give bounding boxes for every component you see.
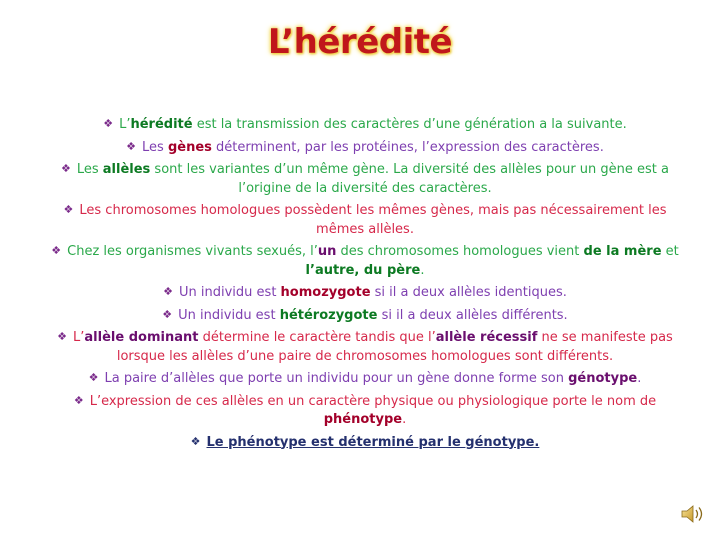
diamond-bullet-icon: ❖ (162, 307, 173, 321)
bullet-alleles: ❖ Les allèles sont les variantes d’un même gène. La diversité des allèles pour un gène est a l’origine de la diversité des caractères. (60, 162, 669, 196)
bullet-phenotype: ❖ L’expression de ces allèles en un caractère physique ou physiologique porte le nom de phénotype. (73, 393, 657, 427)
bullet-homozygote: ❖ Un individu est homozygote si il a deux allèles identiques. (163, 285, 567, 300)
diamond-bullet-icon: ❖ (51, 244, 62, 257)
diamond-bullet-icon: ❖ (190, 434, 201, 448)
diamond-bullet-icon: ❖ (126, 139, 137, 153)
bullet-heterozygote: ❖ Un individu est hétérozygote si il a deux allèles différents. (162, 307, 568, 323)
speaker-icon[interactable] (680, 502, 706, 526)
diamond-bullet-icon: ❖ (73, 393, 84, 407)
diamond-bullet-icon: ❖ (57, 330, 68, 343)
bullet-genotype: ❖ La paire d’allèles que porte un individu pour un gène donne forme son génotype. (88, 371, 642, 386)
diamond-bullet-icon: ❖ (88, 371, 99, 384)
diamond-bullet-icon: ❖ (103, 117, 114, 130)
bullet-genes: ❖ Les gènes déterminent, par les protéines, l’expression des caractères. (126, 139, 604, 155)
diamond-bullet-icon: ❖ (163, 285, 174, 298)
slide-title: L’hérédité (267, 22, 453, 62)
bullet-list (40, 116, 690, 456)
bullet-dominant-recessif: ❖ L’allèle dominant détermine le caractère tandis que l’allèle récessif ne se manifeste pas lorsque les allèles d’une paire de chromosomes homologues sont différents. (57, 330, 673, 364)
bullet-chromosomes: ❖ Les chromosomes homologues possèdent les mêmes gènes, mais pas nécessairement les mêmes allèles. (63, 203, 667, 237)
bullet-organismes: ❖ Chez les organismes vivants sexués, l’un des chromosomes homologues vient de la mère et l’autre, du père. (51, 244, 679, 278)
diamond-bullet-icon: ❖ (60, 162, 71, 175)
diamond-bullet-icon: ❖ (63, 203, 74, 216)
bullet-conclusion: ❖ Le phénotype est déterminé par le génotype. (190, 434, 540, 450)
bullet-heredite: ❖ L’hérédité est la transmission des caractères d’une génération a la suivante. (103, 117, 627, 132)
